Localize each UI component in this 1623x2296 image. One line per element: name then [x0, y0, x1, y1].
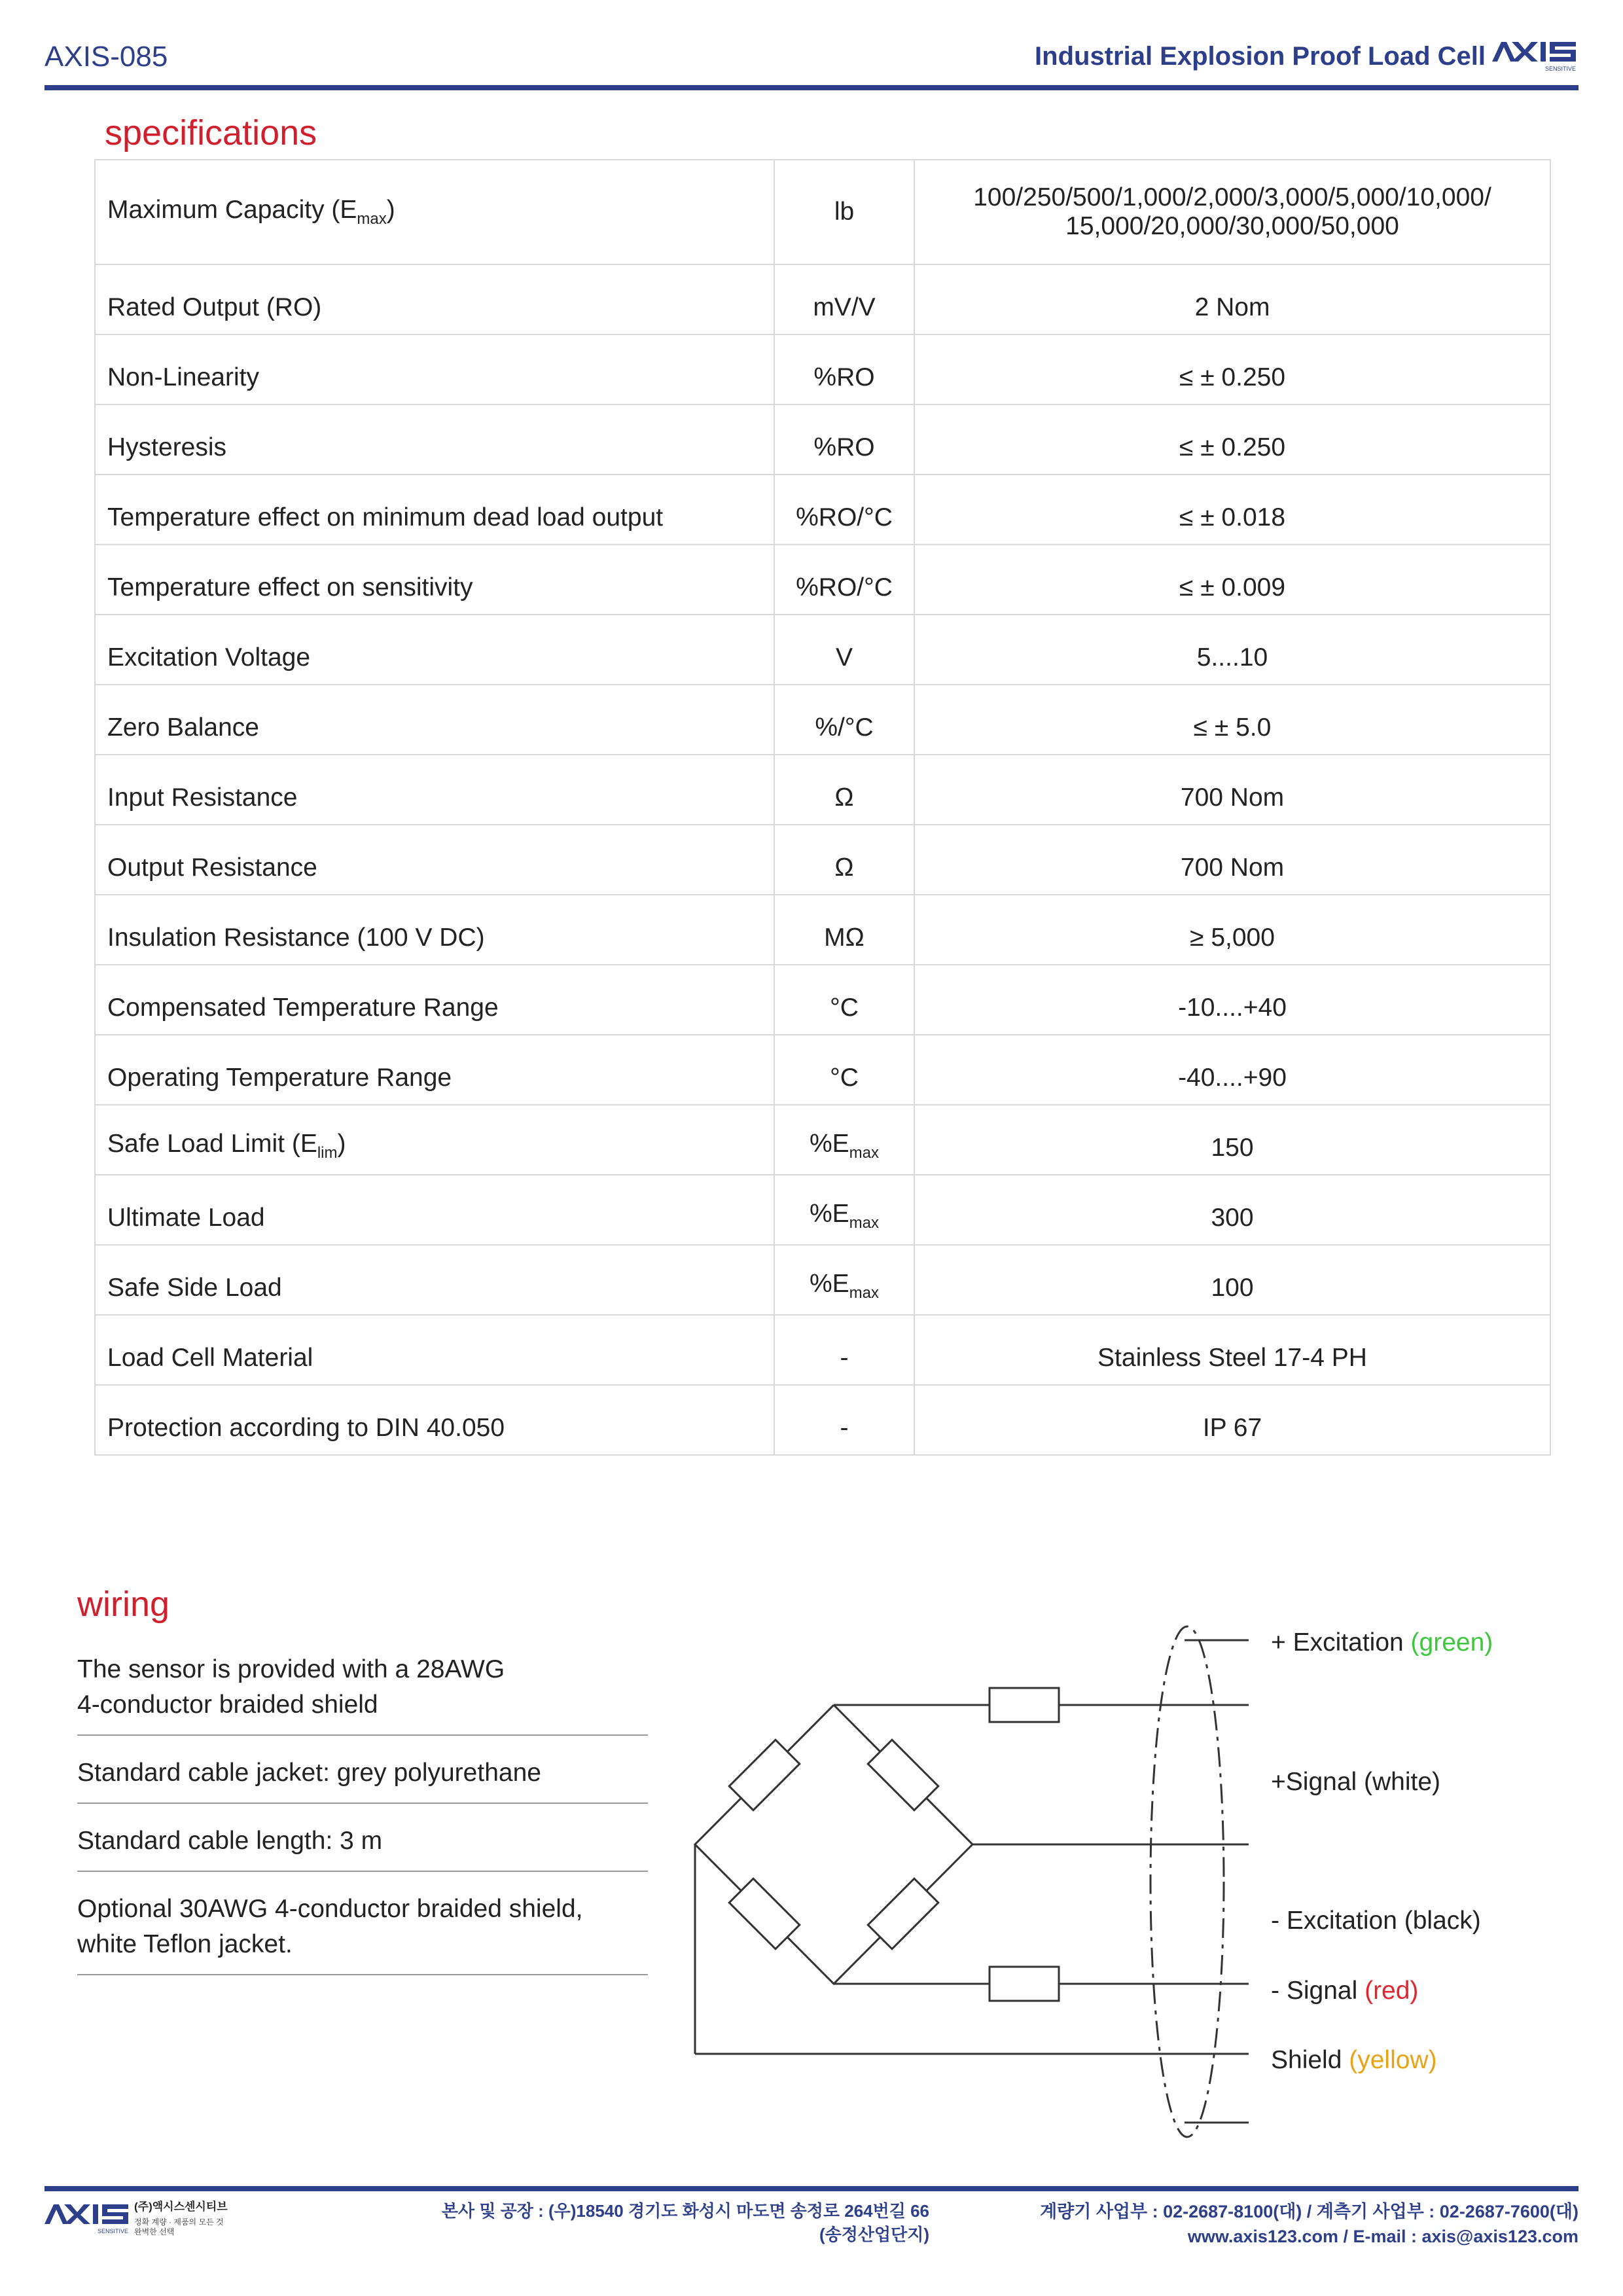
label-minus-signal: - Signal (red) [1271, 1977, 1419, 2005]
hq-address: 본사 및 공장 : (우)18540 경기도 화성시 마도면 송정로 264번길 66 (송정산업단지) [441, 2201, 929, 2244]
wiring-diagram [681, 1571, 1584, 2147]
spec-row [95, 615, 1550, 685]
spec-unit: °C [774, 1035, 914, 1105]
axis-logo [1492, 38, 1578, 75]
company-tagline: 정확 계량 · 제품의 모든 것 완벽한 선택 [134, 2217, 224, 2236]
spec-unit: $\%E_{max}$ [774, 1175, 914, 1245]
model-number: AXIS-085 [45, 41, 168, 73]
wiring-note: Standard cable jacket: grey polyurethane [77, 1754, 648, 1804]
series-resistor-bottom [990, 1967, 1059, 2001]
braided-shield-ellipse [1150, 1626, 1224, 2137]
wiring-notes [77, 1651, 648, 1994]
spec-parameter: Rated Output (RO) [95, 264, 774, 334]
axis-logo [45, 2200, 131, 2237]
spec-unit: Ω [774, 755, 914, 825]
label-shield: Shield (yellow) [1271, 2046, 1437, 2074]
spec-unit: mV/V [774, 264, 914, 334]
spec-value: 100/250/500/1,000/2,000/3,000/5,000/10,000/ 15,000/20,000/30,000/50,000 [914, 160, 1550, 264]
spec-value: IP 67 [914, 1385, 1550, 1455]
spec-unit: - [774, 1385, 914, 1455]
spec-parameter: Temperature effect on minimum dead load output [95, 475, 774, 545]
spec-row [95, 965, 1550, 1035]
spec-row [95, 404, 1550, 475]
document-title: Industrial Explosion Proof Load Cell [1035, 42, 1486, 71]
series-resistor-top [990, 1688, 1059, 1722]
spec-value: 700 Nom [914, 755, 1550, 825]
spec-unit: %RO/°C [774, 545, 914, 615]
spec-unit: MΩ [774, 895, 914, 965]
spec-unit: %RO [774, 404, 914, 475]
spec-parameter: Load Cell Material [95, 1315, 774, 1385]
spec-value: 100 [914, 1245, 1550, 1315]
wiring-note: Standard cable length: 3 m [77, 1822, 648, 1872]
spec-row [95, 545, 1550, 615]
spec-value: 2 Nom [914, 264, 1550, 334]
header-rule [45, 85, 1578, 90]
spec-parameter: Safe Load Limit $(E_{lim})$ [95, 1105, 774, 1175]
spec-row [95, 1245, 1550, 1315]
label-minus-excitation: - Excitation (black) [1271, 1907, 1481, 1935]
spec-parameter: Zero Balance [95, 685, 774, 755]
logo-subtext: SENSITIVE [1544, 65, 1576, 72]
spec-parameter: Maximum Capacity $(E_{max})$ [95, 160, 774, 264]
spec-unit: $\%E_{max}$ [774, 1105, 914, 1175]
spec-parameter: Insulation Resistance (100 V DC) [95, 895, 774, 965]
spec-row [95, 334, 1550, 404]
spec-parameter: Non-Linearity [95, 334, 774, 404]
wiring-note: The sensor is provided with a 28AWG 4-conductor braided shield [77, 1651, 648, 1736]
spec-unit: $\%E_{max}$ [774, 1245, 914, 1315]
spec-parameter: Input Resistance [95, 755, 774, 825]
spec-parameter: Excitation Voltage [95, 615, 774, 685]
spec-value: ≤ ± 0.009 [914, 545, 1550, 615]
bridge-outline [695, 1705, 972, 1984]
spec-row [95, 1175, 1550, 1245]
label-plus-excitation: + Excitation (green) [1271, 1628, 1493, 1657]
spec-row [95, 895, 1550, 965]
bridge-circuit [695, 1626, 1249, 2137]
spec-value: Stainless Steel 17-4 PH [914, 1315, 1550, 1385]
wiring-title: wiring [77, 1585, 170, 1624]
spec-row [95, 685, 1550, 755]
specifications-title: specifications [105, 113, 317, 152]
spec-value: 300 [914, 1175, 1550, 1245]
spec-value: 150 [914, 1105, 1550, 1175]
spec-row [95, 160, 1550, 264]
spec-value: 700 Nom [914, 825, 1550, 895]
spec-row [95, 755, 1550, 825]
wiring-note: Optional 30AWG 4-conductor braided shield, white Teflon jacket. [77, 1890, 648, 1975]
spec-row [95, 1105, 1550, 1175]
spec-parameter: Safe Side Load [95, 1245, 774, 1315]
spec-parameter: Protection according to DIN 40.050 [95, 1385, 774, 1455]
spec-row [95, 1385, 1550, 1455]
spec-unit: %RO/°C [774, 475, 914, 545]
logo-subtext: SENSITIVE [97, 2228, 128, 2234]
spec-row [95, 1035, 1550, 1105]
spec-parameter: Compensated Temperature Range [95, 965, 774, 1035]
spec-value: ≥ 5,000 [914, 895, 1550, 965]
spec-parameter: Hysteresis [95, 404, 774, 475]
spec-value: ≤ ± 5.0 [914, 685, 1550, 755]
footer-rule [45, 2186, 1578, 2191]
wire-labels [1271, 1628, 1493, 2074]
spec-parameter: Ultimate Load [95, 1175, 774, 1245]
spec-row [95, 475, 1550, 545]
spec-unit: Ω [774, 825, 914, 895]
spec-row [95, 1315, 1550, 1385]
spec-unit: %RO [774, 334, 914, 404]
spec-parameter: Operating Temperature Range [95, 1035, 774, 1105]
spec-parameter: Temperature effect on sensitivity [95, 545, 774, 615]
spec-row [95, 264, 1550, 334]
specifications-table [94, 159, 1551, 1456]
spec-unit: lb [774, 160, 914, 264]
spec-value: -10....+40 [914, 965, 1550, 1035]
company-name: (주)액시스센시티브 [134, 2200, 228, 2213]
web-email-line[interactable]: www.axis123.com / E-mail : axis@axis123.com [1187, 2227, 1578, 2246]
spec-value: ≤ ± 0.018 [914, 475, 1550, 545]
spec-unit: - [774, 1315, 914, 1385]
spec-row [95, 825, 1550, 895]
spec-value: ≤ ± 0.250 [914, 404, 1550, 475]
spec-unit: V [774, 615, 914, 685]
spec-value: 5....10 [914, 615, 1550, 685]
phone-line: 계량기 사업부 : 02-2687-8100(대) / 계측기 사업부 : 02-2687-7600(대) [1040, 2202, 1578, 2221]
spec-parameter: Output Resistance [95, 825, 774, 895]
spec-unit: %/°C [774, 685, 914, 755]
spec-value: -40....+90 [914, 1035, 1550, 1105]
contact-info [1040, 2199, 1578, 2249]
spec-unit: °C [774, 965, 914, 1035]
spec-value: ≤ ± 0.250 [914, 334, 1550, 404]
label-plus-signal: +Signal (white) [1271, 1768, 1441, 1796]
